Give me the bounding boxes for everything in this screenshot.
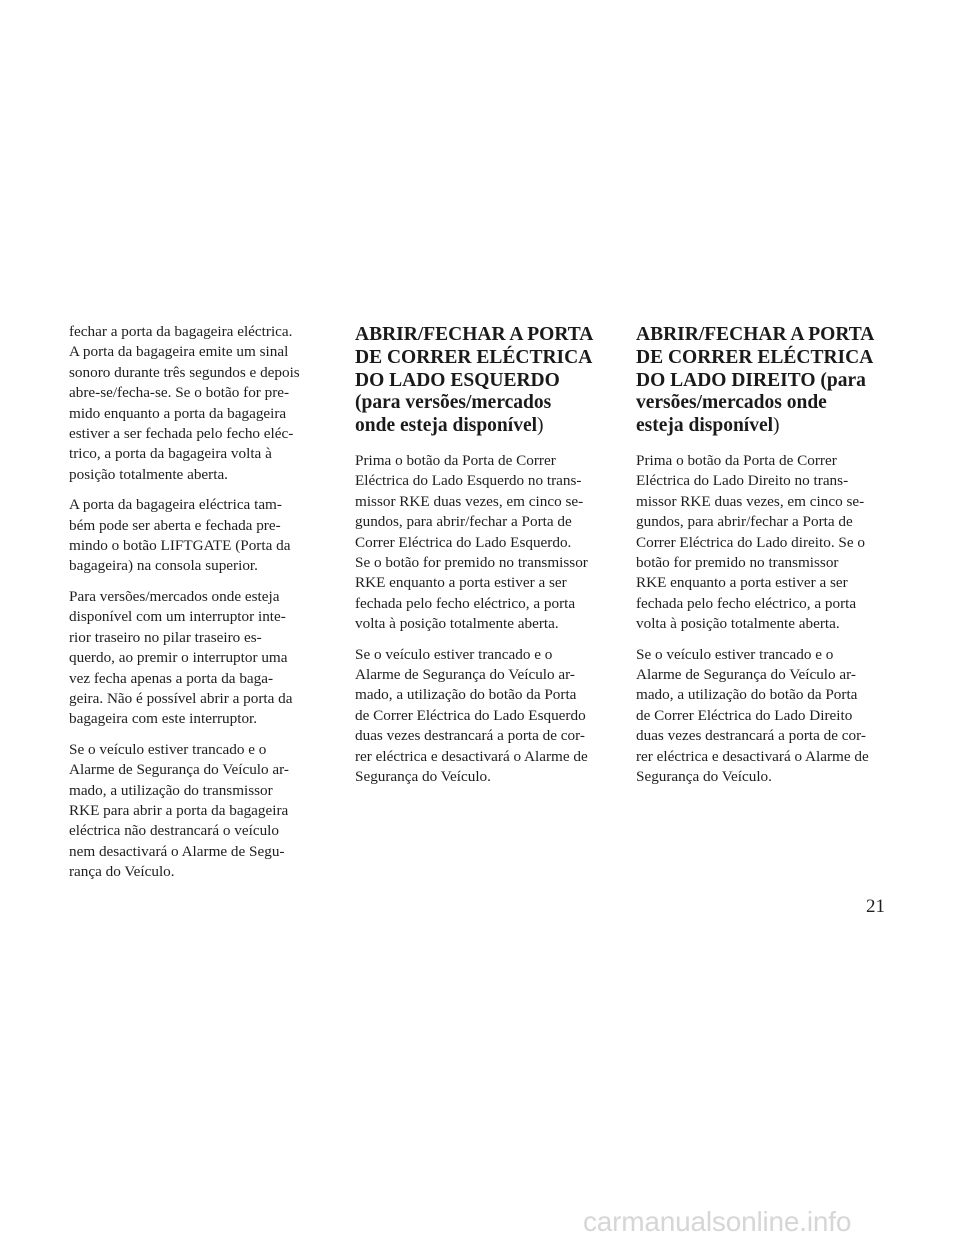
- paragraph: Prima o botão da Porta de Correr Eléctrica do Lado Esquerdo no trans- missor RKE duas vezes, em cinco se- gundos, para abrir/fechar a Porta de Correr Eléctrica do Lado Esquerdo. Se o botão for premido no transmissor RKE enquanto a porta estiver a ser fechada pelo fecho eléctrico, a porta volta à posição totalmente aberta.: [355, 451, 588, 633]
- heading-text: ABRIR/FECHAR A PORTA DE CORRER ELÉCTRICA DO LADO DIREITO (para versões/mercados onde esteja disponível: [636, 324, 875, 437]
- page-number: 21: [866, 896, 885, 917]
- paragraph: Prima o botão da Porta de Correr Eléctrica do Lado Direito no trans- missor RKE duas vezes, em cinco se- gundos, para abrir/fechar a Porta de Correr Eléctrica do Lado direito. Se o botão for premido no transmissor RKE enquanto a porta estiver a ser fechada pelo fecho eléctrico, a porta volta à posição totalmente aberta.: [636, 451, 865, 633]
- right-column: [636, 322, 888, 797]
- heading-close-paren: ): [773, 415, 780, 437]
- paragraph: Se o veículo estiver trancado e o Alarme de Segurança do Veículo ar- mado, a utilização do botão da Porta de Correr Eléctrica do Lado Direito duas vezes destrancará a porta de cor- rer eléctrica e desactivará o Alarme de Segurança do Veículo.: [636, 645, 869, 786]
- paragraph: Se o veículo estiver trancado e o Alarme de Segurança do Veículo ar- mado, a utilização do botão da Porta de Correr Eléctrica do Lado Esquerdo duas vezes destrancará a porta de cor- rer eléctrica e desactivará o Alarme de Segurança do Veículo.: [355, 645, 588, 786]
- middle-column: [355, 322, 607, 797]
- paragraph: Para versões/mercados onde esteja disponível com um interruptor inte- rior traseiro no pilar traseiro es- querdo, ao premir o interruptor uma vez fecha apenas a porta da baga- geira. Não é possível abrir a porta da bagageira com este interruptor.: [69, 587, 293, 728]
- watermark: carmanualsonline.info: [583, 1206, 852, 1237]
- paragraph: Se o veículo estiver trancado e o Alarme de Segurança do Veículo ar- mado, a utilização do transmissor RKE para abrir a porta da bagageira eléctrica não destrancará o veículo nem desactivará o Alarme de Segu- rança do Veículo.: [69, 740, 289, 881]
- section-heading-left-door: [355, 324, 607, 438]
- section-heading-right-door: [636, 324, 888, 438]
- paragraph: fechar a porta da bagageira eléctrica. A porta da bagageira emite um sinal sonoro durante três segundos e depois abre-se/fecha-se. Se o botão for pre- mido enquanto a porta da bagageira estiver a ser fechada pelo fecho eléc- trico, a porta da bagageira volta à posição totalmente aberta.: [69, 323, 300, 483]
- left-column: [69, 322, 321, 893]
- heading-close-paren: ): [537, 415, 544, 437]
- heading-text: ABRIR/FECHAR A PORTA DE CORRER ELÉCTRICA DO LADO ESQUERDO (para versões/mercados onde esteja disponível: [355, 324, 594, 437]
- paragraph: A porta da bagageira eléctrica tam- bém pode ser aberta e fechada pre- mindo o botão LIFTGATE (Porta da bagageira) na consola superior.: [69, 496, 291, 575]
